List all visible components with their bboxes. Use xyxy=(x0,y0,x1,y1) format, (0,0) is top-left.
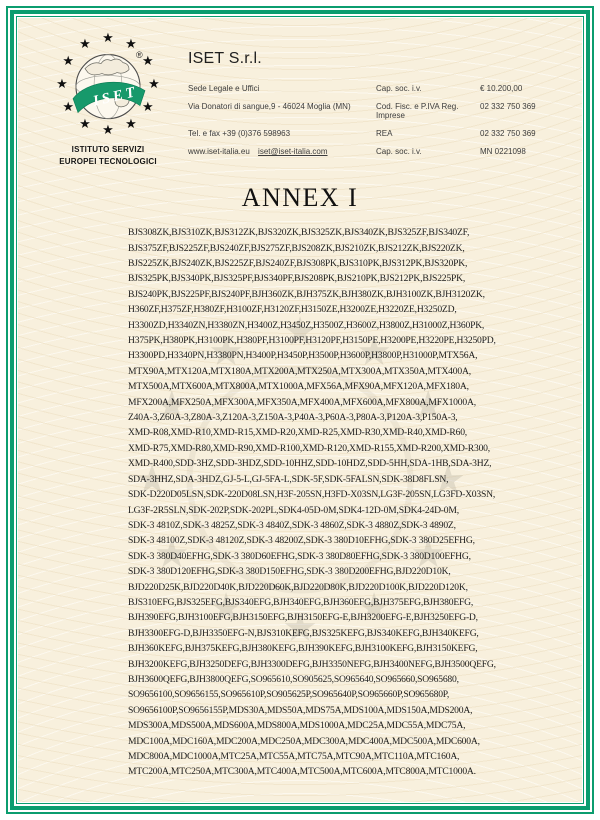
star-icon: ★ xyxy=(62,99,74,114)
company-block xyxy=(174,36,562,167)
star-icon: ★ xyxy=(208,329,244,374)
model-line: SDK-3 380D40EFHG,SDK-3 380D60EFHG,SDK-3 380D80EFHG,SDK-3 380D100EFHG, xyxy=(128,550,471,562)
model-line: XMD-R08,XMD-R10,XMD-R15,XMD-R20,XMD-R25,XMD-R30,XMD-R40,XMD-R60, xyxy=(128,427,467,439)
model-line: MTX90A,MTX120A,MTX180A,MTX200A,MTX250A,MTX300A,MTX350A,MTX400A, xyxy=(128,365,471,377)
star-icon: ★ xyxy=(79,115,91,131)
model-line: BJH360KEFG,BJH375KEFG,BJH380KEFG,BJH390KEFG,BJH3100KEFG,BJH3150KEFG, xyxy=(128,643,478,655)
model-line: XMD-R400,SDD-3HZ,SDD-3HDZ,SDD-10HHZ,SDD-10HDZ,SDD-5HH,SDA-1HB,SDA-3HZ, xyxy=(128,458,492,470)
star-icon: ★ xyxy=(208,586,244,631)
model-line: XMD-R75,XMD-R80,XMD-R90,XMD-R100,XMD-R120,XMD-R155,XMD-R200,XMD-R300, xyxy=(128,442,490,454)
star-icon: ★ xyxy=(134,458,170,502)
email-link[interactable]: iset@iset-italia.com xyxy=(258,147,328,156)
model-list xyxy=(128,225,508,780)
star-icon: ★ xyxy=(148,76,160,91)
model-line: SDK-D220D05LSN,SDK-220D08LSN,H3F-205SN,H3FD-X03SN,LG3F-205SN,LG3FD-X03SN, xyxy=(128,489,496,501)
model-line: H3300ZD,H3340ZN,H3380ZN,H3400Z,H3450Z,H3500Z,H3600Z,H3800Z,H31000Z,H360PK, xyxy=(128,319,485,331)
company-details xyxy=(188,84,562,156)
star-icon: ★ xyxy=(282,310,318,354)
model-line: MFX200A,MFX250A,MFX300A,MFX350A,MFX400A,MFX600A,MFX800A,MFX1000A, xyxy=(128,396,476,408)
detail-value: € 10.200,00 xyxy=(480,84,523,93)
globe-icon xyxy=(65,49,151,129)
model-line: MDC800A,MDC1000A,MTC25A,MTC55A,MTC75A,MTC90A,MTC110A,MTC160A, xyxy=(128,751,460,762)
detail-value: MN 0221098 xyxy=(480,147,526,156)
model-line: H375PK,H380PK,H3100PK,H380PF,H3100PF,H3120PF,H3150PE,H3200PE,H3220PE,H3250PD, xyxy=(128,335,496,347)
model-line: H360ZF,H375ZF,H380ZF,H3100ZF,H3120ZF,H3150ZE,H3200ZE,H3220ZE,H3250ZD, xyxy=(128,304,457,316)
website-text: www.iset-italia.eu xyxy=(188,147,250,156)
star-icon: ★ xyxy=(430,458,466,502)
model-line: LG3F-2R5SLN,SDK-202P,SDK-202PL,SDK4-05D-0M,SDK4-12D-0M,SDK4-24D-0M, xyxy=(128,504,459,516)
star-icon: ★ xyxy=(79,36,91,52)
model-line: H3300PD,H3340PN,H3380PN,H3400P,H3450P,H3500P,H3600P,H3800P,H31000P,MTX56A, xyxy=(128,350,478,362)
logo-wordmark: ISET xyxy=(91,83,140,110)
letterhead xyxy=(18,18,582,167)
model-line: MDS300A,MDS500A,MDS600A,MDS800A,MDS1000A,MDC25A,MDC55A,MDC75A, xyxy=(128,720,466,732)
model-line: SDA-3HHZ,SDA-3HDZ,GJ-5-L,GJ-5FA-L,SDK-5F,SDK-5FALSN,SDK-38D8FLSN, xyxy=(128,473,449,485)
logo-caption-line1: ISTITUTO SERVIZI xyxy=(71,145,145,154)
page xyxy=(18,18,582,802)
model-line: BJH3300EFG-D,BJH3350EFG-N,BJS310KEFG,BJS325KEFG,BJS340KEFG,BJH340KEFG, xyxy=(128,627,479,639)
logo-block xyxy=(42,30,174,167)
model-line: SDK-3 4810Z,SDK-3 4825Z,SDK-3 4840Z,SDK-3 4860Z,SDK-3 4880Z,SDK-3 4890Z, xyxy=(128,519,456,531)
model-line: MDC100A,MDC160A,MDC200A,MDC250A,MDC300A,MDC400A,MDC500A,MDC600A, xyxy=(128,735,480,747)
star-icon: ★ xyxy=(410,384,447,428)
model-line: BJS225ZK,BJS240ZK,BJS225ZF,BJS240ZF,BJS308PK,BJS310PK,BJS312PK,BJS320PK, xyxy=(128,258,468,269)
star-icon: ★ xyxy=(56,76,68,91)
model-line: BJH3200KEFG,BJH3250DEFG,BJH3300DEFG,BJH3350NEFG,BJH3400NEFG,BJH3500QEFG, xyxy=(128,658,496,670)
model-line: SDK-3 380D120EFHG,SDK-3 380D150EFHG,SDK-3 380D200EFHG,BJD220D10K, xyxy=(128,566,451,578)
detail-label: Tel. e fax +39 (0)376 598963 xyxy=(188,129,291,138)
model-line: MTX500A,MTX600A,MTX800A,MTX1000A,MFX56A,MFX90A,MFX120A,MFX180A, xyxy=(128,381,469,393)
detail-field: Cap. soc. i.v. xyxy=(376,84,422,93)
model-line: BJH3600QEFG,BJH3800QEFG,SO965610,SO905625,SO965640,SO965660,SO965680, xyxy=(128,673,459,685)
star-icon: ★ xyxy=(125,36,137,52)
model-line: Z40A-3,Z60A-3,Z80A-3,Z120A-3,Z150A-3,P40A-3,P60A-3,P80A-3,P120A-3,P150A-3, xyxy=(128,412,458,424)
model-line: SO9656100P,SO9656155P,MDS30A,MDS50A,MDS75A,MDS100A,MDS150A,MDS200A, xyxy=(128,704,473,716)
model-line: BJH390EFG,BJH3100EFG,BJH3150EFG,BJH3150EFG-E,BJH3200EFG-E,BJH3250EFG-D, xyxy=(128,612,478,624)
registered-trademark-icon: ® xyxy=(136,50,143,60)
logo-caption xyxy=(42,144,174,167)
star-icon: ★ xyxy=(356,586,392,631)
model-line: BJD220D25K,BJD220D40K,BJD220D60K,BJD220D80K,BJD220D100K,BJD220D120K, xyxy=(128,581,468,593)
detail-label xyxy=(188,147,376,156)
star-icon: ★ xyxy=(125,115,137,131)
detail-value: 02 332 750 369 xyxy=(480,102,536,111)
detail-label: Sede Legale e Uffici xyxy=(188,84,260,93)
model-line: BJS308ZK,BJS310ZK,BJS312ZK,BJS320ZK,BJS325ZK,BJS340ZK,BJS325ZF,BJS340ZF, xyxy=(128,227,470,239)
detail-field: REA xyxy=(376,129,393,138)
company-name: ISET S.r.l. xyxy=(188,50,262,67)
model-line: BJS325PK,BJS340PK,BJS325PF,BJS340PF,BJS208PK,BJS210PK,BJS212PK,BJS225PK, xyxy=(128,273,466,285)
star-icon: ★ xyxy=(142,99,154,114)
star-icon: ★ xyxy=(282,606,318,650)
logo-caption-line2: EUROPEI TECNOLOGICI xyxy=(59,156,157,166)
model-line: SDK-3 48100Z,SDK-3 48120Z,SDK-3 48200Z,SDK-3 380D10EFHG,SDK-3 380D25EFHG, xyxy=(128,535,475,547)
star-icon: ★ xyxy=(142,53,154,68)
model-line: MTC200A,MTC250A,MTC300A,MTC400A,MTC500A,MTC600A,MTC800A,MTC1000A. xyxy=(128,766,476,778)
star-icon: ★ xyxy=(153,384,190,428)
page-title: ANNEX I xyxy=(241,183,359,213)
star-icon: ★ xyxy=(102,30,114,45)
star-icon: ★ xyxy=(153,532,190,576)
star-icon: ★ xyxy=(102,122,114,137)
model-line: BJS375ZF,BJS225ZF,BJS240ZF,BJS275ZF,BJS208ZK,BJS210ZK,BJS212ZK,BJS220ZK, xyxy=(128,242,465,254)
detail-field: Cod. Fisc. e P.IVA Reg. Imprese xyxy=(376,102,459,120)
star-icon: ★ xyxy=(62,53,74,68)
model-line: BJS240PK,BJS225PF,BJS240PF,BJH360ZK,BJH375ZK,BJH380ZK,BJH3100ZK,BJH3120ZK, xyxy=(128,288,485,300)
star-icon: ★ xyxy=(410,532,447,576)
star-icon: ★ xyxy=(356,329,392,374)
detail-label: Via Donatori di sangue,9 - 46024 Moglia (MN) xyxy=(188,102,351,111)
model-line: BJS310EFG,BJS325EFG,BJS340EFG,BJH340EFG,BJH360EFG,BJH375EFG,BJH380EFG, xyxy=(128,596,474,608)
detail-field: Cap. soc. i.v. xyxy=(376,147,422,156)
model-line: SO9656100,SO9656155,SO965610P,SO905625P,SO965640P,SO965660P,SO965680P, xyxy=(128,689,450,701)
detail-value: 02 332 750 369 xyxy=(480,129,536,138)
iset-logo-icon xyxy=(52,30,164,138)
